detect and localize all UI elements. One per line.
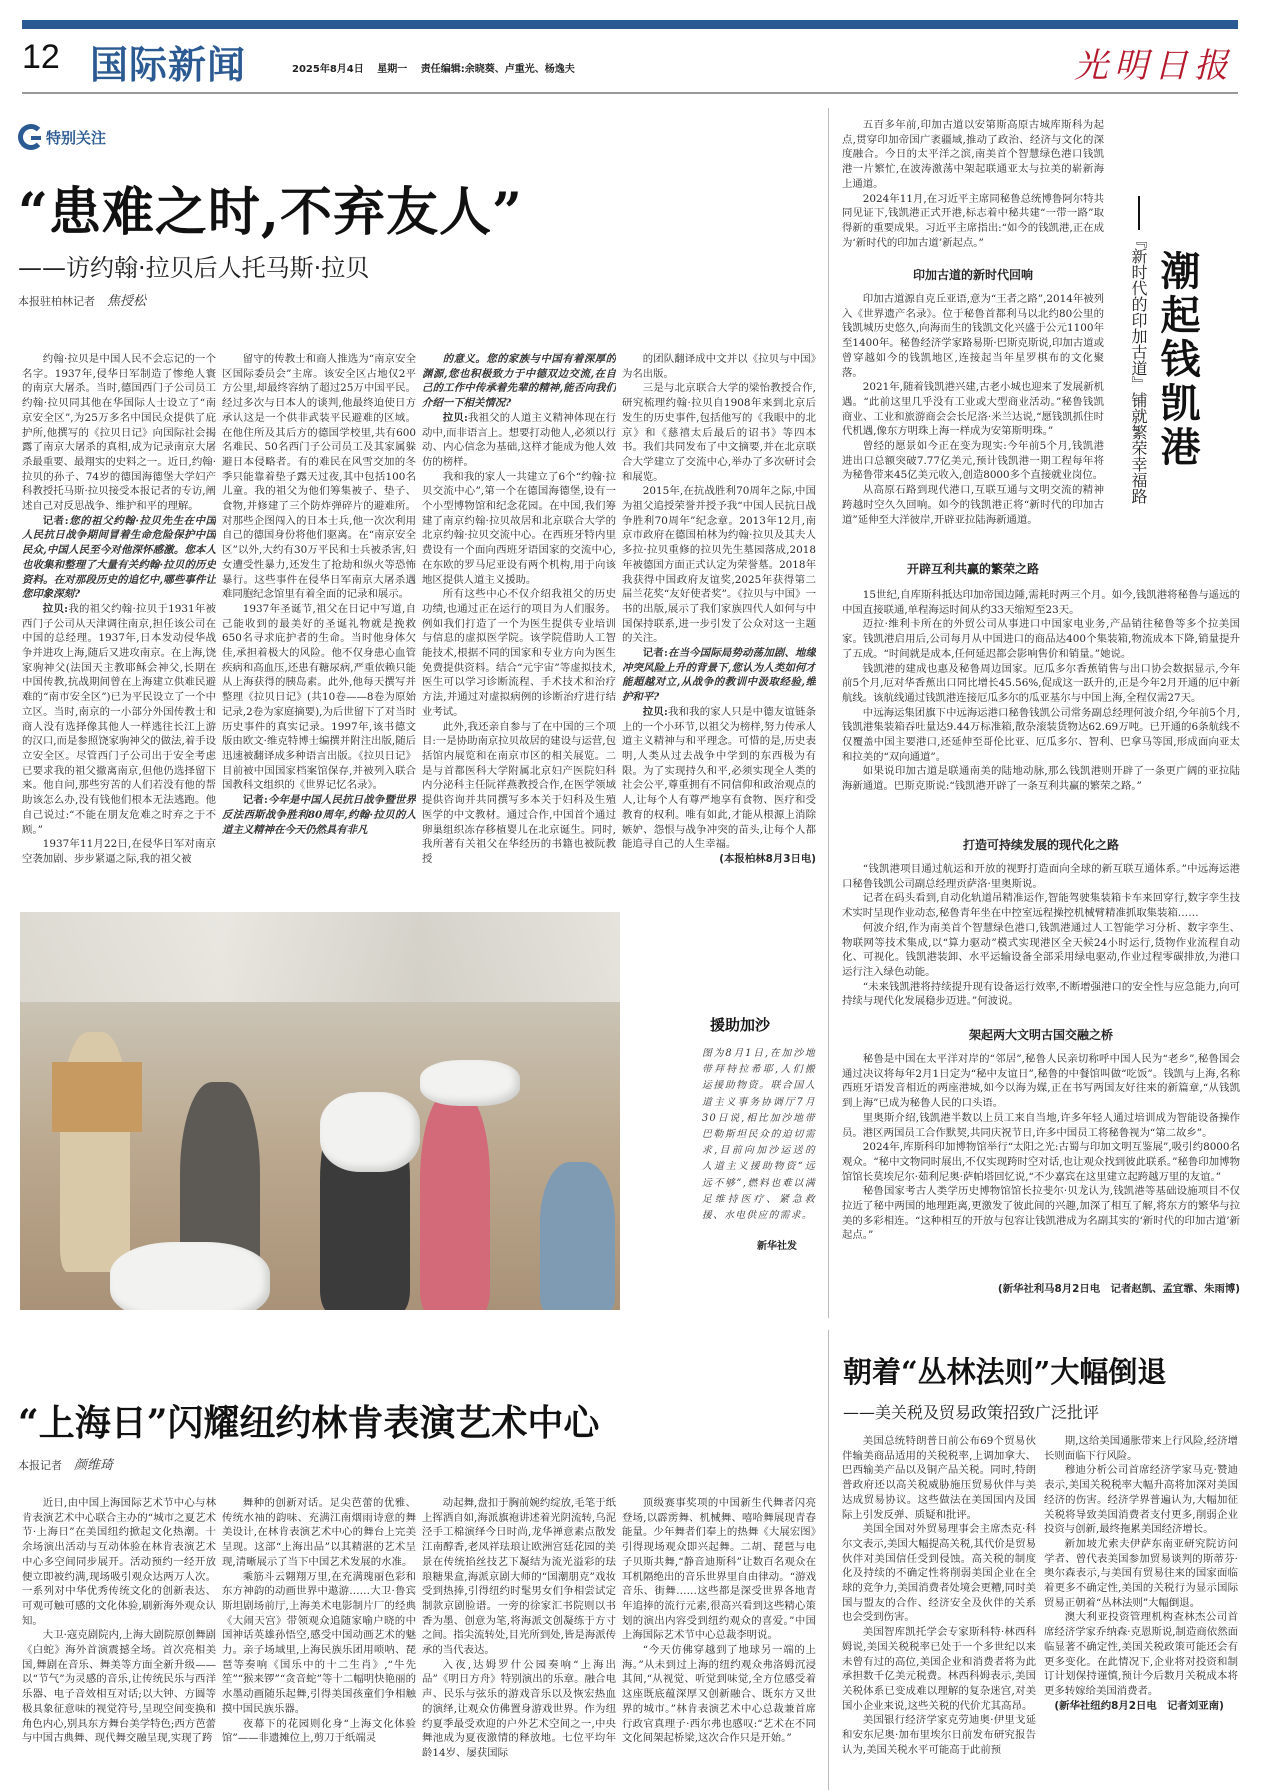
- article2-credit-wrap: [842, 1282, 1240, 1298]
- photo-caption-text: 图为8月1日,在加沙地带拜特拉希耶,人们搬运援助物资。联合国人道主义事务协调厅7月30日说,相比加沙地带巴勒斯坦民众的迫切需求,目前向加沙运送的人道主义援助物资“远远不够”,燃料也难以满足维持医疗、紧急救援、水电供应的需求。: [702, 1048, 816, 1222]
- paragraph: [842, 380, 1104, 439]
- paragraph: [22, 602, 216, 837]
- paragraph: [22, 1496, 216, 1628]
- photo-sack: [320, 1092, 420, 1172]
- photo-box: [52, 1062, 142, 1132]
- paragraph-text: 如果说印加古道是联通南美的陆地动脉,那么钱凯港则开辟了一条更广阔的亚拉陆海新通道。巴斯克斯说:“钱凯港开辟了一条互利共赢的繁荣之路。”: [842, 765, 1240, 793]
- article4-subheadline: ——美关税及贸易政策招致广泛批评: [843, 1403, 1100, 1422]
- paragraph: [842, 192, 1104, 251]
- paragraph: [842, 483, 1104, 527]
- paragraph: [622, 352, 816, 381]
- paragraph-text: “今天仿佛穿越到了地球另一端的上海。”从未到过上海的纽约观众弗洛姆沉浸其间,“从视觉、听觉到味觉,全方位感受着这座既底蕴深厚又创新融合、既东方又世界的城市。”林肯表演艺术中心总裁兼首席行政官真理子·西尔弗也感叹:“艺术在不同文化间架起桥梁,这次合作只是开始。”: [622, 1644, 816, 1745]
- paragraph: [842, 921, 1240, 980]
- article3-column-1: [22, 1496, 216, 1786]
- paragraph: [222, 602, 416, 793]
- paragraph: [842, 662, 1240, 706]
- paper-logo: 光明日报: [1074, 46, 1234, 86]
- paragraph: [842, 891, 1240, 920]
- article3-column-2: [222, 1496, 416, 1786]
- paragraph-text: 2021年,随着钱凯港兴建,古老小城也迎来了发展新机遇。“此前这里几乎没有工业或大型商业活动。”秘鲁钱凯商业、工业和旅游商会会长尼洛·米兰达说,“愿钱凯抓住时代机遇,像东方明珠上海一样成为安第斯明珠。”: [842, 381, 1104, 438]
- paragraph: [842, 980, 1240, 1009]
- paragraph: [222, 1717, 416, 1746]
- photo-figure: [420, 1092, 490, 1310]
- vertical-dash: [1138, 196, 1140, 230]
- article4-column-2: [1044, 1434, 1238, 1790]
- paragraph: [622, 1496, 816, 1643]
- paragraph: [842, 1140, 1240, 1184]
- paragraph-text: 美国全国对外贸易理事会主席杰克·科尔文表示,美国大幅提高关税,其代价是贸易伙伴对美国信任受到侵蚀。高关税的制度化及持续的不确定性将削弱美国企业在全球的竞争力,美国消费者处境会更糟,同时美国与盟友的合作、经济安全及伙伴的关系也会受到伤害。: [842, 1523, 1036, 1624]
- paragraph-text: 留守的传教士和商人推选为“南京安全区国际委员会”主席。该安全区占地仅2平方公里,却最终容纳了超过25万中国平民。经过多次与日本人的谈判,他最终迫使日方承认这是一个供非武装平民避难的区域。在他住所及其后方的德国学校里,共有600名难民、50名西门子公司员工及其家属躲避日本侵略者。有的难民在风雪交加的冬季只能靠着垫子露天过夜,其中包括100名儿童。我的祖父为他们筹集被子、垫子、食物,并修建了三个防炸弹碎片的避难所。对那些企图闯入的日本士兵,他一次次利用自己的德国身份将他们驱离。在“南京安全区”以外,大约有30万平民和士兵被杀害,妇女遭受性暴力,还发生了抢劫和纵火等恐怖暴行。这些事件在侵华日军南京大屠杀遇难同胞纪念馆里有着全面的记录和展示。: [222, 353, 416, 601]
- paragraph-text: 的意义。您的家族与中国有着深厚的渊源,您也积极致力于中德双边交流,在自己的工作中传承着先辈的精神,能否向我们介绍一下相关情况?: [422, 353, 616, 410]
- paragraph-text: 乘筋斗云翱翔万里,在充满瑰丽色彩和东方神韵的动画世界中遨游……大卫·鲁宾斯坦剧场前厅,上海美术电影制片厂的经典《大闹天宫》带领观众追随家喻户晓的中国神话英雄孙悟空,感受中国动画艺术的魅力。亲子场域里,上海民族乐团用唢呐、琵琶等奏响《国乐中的十二生肖》,“牛先笙”“猴来锣”“贪音蛇”等十二幅明快艳丽的水墨动画随乐起舞,引得美国孩童们争相触摸中国民族乐器。: [222, 1570, 416, 1715]
- paragraph: [422, 470, 616, 588]
- paragraph: [1044, 1434, 1238, 1463]
- paragraph-text: 您的祖父约翰·拉贝先生在中国人民抗日战争期间冒着生命危险保护中国民众,中国人民至今对他深怀感激。您本人也收集和整理了大量有关约翰·拉贝的历史资料。在对那段历史的追忆中,哪些事件让您印象深刻?: [22, 514, 216, 601]
- paragraph: [842, 862, 1240, 891]
- paragraph: [842, 1052, 1240, 1111]
- paragraph: [842, 1713, 1036, 1757]
- paragraph: [842, 118, 1104, 192]
- speaker-label: 拉贝:: [42, 602, 69, 615]
- paragraph: [842, 617, 1240, 661]
- photo-credit: 新华社发: [757, 1241, 797, 1252]
- paragraph: [422, 587, 616, 719]
- paragraph: [842, 588, 1240, 617]
- paragraph-text: 2024年11月,在习近平主席同秘鲁总统博鲁阿尔特共同见证下,钱凯港正式开港,标志着中秘共建“一带一路”取得新的重要成果。习近平主席指出:“如今的钱凯港,正在成为‘新时代的印加古道’新起点。”: [842, 192, 1104, 249]
- paragraph: [1044, 1537, 1238, 1611]
- paragraph-text: 钱凯港的建成也惠及秘鲁周边国家。厄瓜多尔香蕉销售与出口协会数据显示,今年前5个月,厄对华香蕉出口同比增长45.56%,促成这一跃升的,正是今年2月开通的厄中新航线。该航线通过钱凯港连接厄瓜多尔的瓜亚基尔与中国上海,全程仅需27天。: [842, 662, 1240, 704]
- paragraph-text: 曾经的愿景如今正在变为现实:今年前5个月,钱凯港进出口总额突破7.77亿美元,预计钱凯港一期工程每年将为秘鲁带来45亿美元收入,创造8000多个直接就业岗位。: [842, 440, 1104, 482]
- paragraph-text: 的团队翻译成中文并以《拉贝与中国》为名出版。: [622, 353, 816, 380]
- paragraph-text: “未来钱凯港将持续提升现有设备运行效率,不断增强港口的安全性与应急能力,向可持续与现代化发展稳步迈进。”何波说。: [842, 980, 1240, 1008]
- article2-credit: (新华社利马8月2日电 记者赵凯、孟宜霏、朱雨博): [997, 1283, 1240, 1295]
- paragraph-text: 今年是中国人民抗日战争暨世界反法西斯战争胜利80周年,约翰·拉贝的人道主义精神在今天仍然具有非凡: [222, 794, 416, 836]
- masthead: [22, 34, 1238, 87]
- paragraph: [22, 1628, 216, 1746]
- paragraph: [422, 352, 616, 411]
- issue-weekday: 星期一: [377, 64, 408, 75]
- paragraph: [22, 352, 216, 514]
- paragraph: [222, 352, 416, 602]
- paragraph-text: 1937年11月22日,在侵华日军对南京空袭加剧、步步紧逼之际,我的祖父被: [22, 838, 216, 865]
- paragraph-text: 我祖父的人道主义精神体现在行动中,而非语言上。想要打动他人,必须以行动、内心信念为基础,这样才能成为他人效仿的榜样。: [422, 411, 616, 468]
- paragraph-text: 中远海运集团旗下中远海运港口秘鲁钱凯公司常务副总经理何波介绍,今年前5个月,钱凯港集装箱吞吐量达9.44万标准箱,散杂滚装货物达62.69万吨。已开通的6条航线不仅覆盖中国主要港口,还延伸至哥伦比亚、厄瓜多尔、智利、巴拿马等国,形成面向亚太和拉美的“双向通道”。: [842, 706, 1240, 763]
- article2-section-4: [842, 1052, 1240, 1282]
- photo-caption-title: 援助加沙: [710, 1016, 771, 1034]
- paragraph-text: 近日,由中国上海国际艺术节中心与林肯表演艺术中心联合主办的“城市之夏艺术节·上海日”在美国纽约掀起文化热潮。十余场演出活动与互动体验在林肯表演艺术中心多空间同步展开。活动预约一经开放便立即被约满,现场吸引观众达两万人次。一系列对中华优秀传统文化的创新表达、可观可触可感的文化体验,刷新海外观众认知。: [22, 1497, 216, 1627]
- gaza-aid-photo: [20, 912, 620, 1310]
- paragraph: [1044, 1610, 1238, 1698]
- paragraph-text: 大卫·寇克剧院内,上海大剧院原创舞剧《白蛇》海外首演震撼全场。首次亮相美国,舞剧在音乐、舞美等方面全新升级——以“节气”为灵感的音乐,让传统民乐与西洋乐器、电子音效相互对话;以大钟、方圆等极具象征意味的视觉符号,呈现空间变换和角色内心,别具东方舞台美学特色;西方芭蕾与中国古典舞、现代舞交融呈现,实现了跨: [22, 1629, 216, 1745]
- special-focus-label: 特别关注: [46, 128, 107, 147]
- paragraph-text: 夜幕下的花园则化身“上海文化体验馆”——非遗摊位上,剪刀于纸端灵: [222, 1717, 416, 1745]
- paragraph: [422, 411, 616, 470]
- column-divider: [828, 1330, 829, 1790]
- photo-tent: [20, 912, 620, 1002]
- article2-section-3: [842, 862, 1240, 1022]
- paragraph-text: 顶级赛事奖项的中国新生代舞者闪亮登场,以霹雳舞、机械舞、嘻哈舞展现青春能量。少年舞者们奉上的热舞《大展宏图》引得现场观众即兴起舞。二胡、琵琶与电子贝斯共舞,“静音迪斯科”让数百名观众在耳机隔绝出的音乐世界里自由律动。“游戏音乐、街舞……这些都是深受世界各地青年追捧的流行元素,很高兴看到这些精心策划的演出内容受到纽约观众的喜爱。”中国上海国际艺术节中心总裁李明说。: [622, 1497, 816, 1642]
- paragraph: [842, 1522, 1036, 1625]
- paragraph-text: 穆迪分析公司首席经济学家马克·赞迪表示,美国关税税率大幅升高将加深对美国经济的伤害。经济学界普遍认为,大幅加征关税将导致美国消费者支付更多,削弱企业投资与创新,最终拖累美国经济增长。: [1044, 1464, 1238, 1536]
- article1-column-4: [622, 352, 816, 892]
- paragraph-text: 印加古道源自克丘亚语,意为“王者之路”,2014年被列入《世界遗产名录》。位于秘鲁首都利马以北约80公里的钱凯城历史悠久,向海而生的钱凯文化兴盛于公元1100年至1400年。秘鲁经济学家路易斯·巴斯克斯说,印加古道或曾穿越如今的钱凯地区,连接起当年星罗棋布的文化聚落。: [842, 293, 1104, 379]
- paragraph: [22, 837, 216, 866]
- speaker-label: 拉贝:: [442, 411, 468, 424]
- paragraph-text: “钱凯港项目通过航运和开放的视野打造面向全球的新互联互通体系。”中远海运港口秘鲁钱凯公司副总经理贡萨洛·里奥斯说。: [842, 863, 1240, 890]
- paragraph-text: 入夜,达姆罗什公园奏响“上海出品”《明日方舟》特别演出的乐章。融合电声、民乐与弦乐的游戏音乐以及恢宏热血的演绎,让观众仿佛置身游戏世界。作为纽约夏季最受欢迎的户外艺术空间之一,中央舞池成为夏夜激情的释放地。七位平均年龄14岁、屡获国际: [422, 1658, 616, 1759]
- paragraph-text: 约翰·拉贝是中国人民不会忘记的一个名字。1937年,侵华日军制造了惨绝人寰的南京大屠杀。当时,德国西门子公司员工约翰·拉贝同其他在华国际人士设立了“南京安全区”,为25万多名中国民众提供了庇护所,他撰写的《拉贝日记》向国际社会揭露了南京大屠杀的真相,成为记录南京大屠杀最重要、最翔实的史料之一。近日,约翰·拉贝的孙子、74岁的德国海德堡大学妇产科教授托马斯·拉贝接受本报记者的专访,阐述自己对反思战争、维护和平的理解。: [22, 353, 216, 513]
- photo-sack: [420, 1060, 520, 1106]
- speaker-label: 拉贝:: [642, 705, 668, 718]
- paragraph-text: 记者在码头看到,自动化轨道吊精准运作,智能驾驶集装箱卡车来回穿行,数字孪生技术实时呈现作业动态,秘鲁青年坐在中控室远程操控机械臂精准抓取集装箱……: [842, 892, 1240, 920]
- paragraph-text: 1937年圣诞节,祖父在日记中写道,自己能收到的最美好的圣诞礼物就是挽救650名寻求庇护者的生命。当时他身体欠佳,承担着极大的风险。他不仅身患心血管疾病和高血压,还患有糖尿病,严重依赖只能从上海获得的胰岛素。此外,他每天撰写并整理《拉贝日记》(共10卷——8卷为原始记录,2卷为家庭摘要),为后世留下了对当时历史事件的真实记录。1997年,该书德文版由欧文·维克特博士编撰并附注出版,随后迅速被翻译成多种语言出版。《拉贝日记》目前被中国国家档案馆保存,并被列入联合国教科文组织的《世界记忆名录》。: [222, 602, 416, 792]
- paragraph: [622, 1643, 816, 1746]
- paragraph-text: 何波介绍,作为南美首个智慧绿色港口,钱凯港通过人工智能学习分析、数字孪生、物联网等技术集成,以“算力驱动”模式实现港区全天候24小时运行,货物作业流程自动化、可视化。钱凯港装卸、水平运输设备全部采用绿电驱动,作业过程零碳排放,为港口运行注入绿色动能。: [842, 921, 1240, 978]
- masthead-top-bar: [22, 20, 1238, 29]
- paragraph: [222, 793, 416, 837]
- article3-headline: “上海日”闪耀纽约林肯表演艺术中心: [18, 1402, 600, 1444]
- paragraph-text: 美国智库凯托学会专家斯科特·林西科姆说,美国关税税率已处于一个多世纪以来未曾有过的高位,美国企业和消费者将为此承担数千亿美元税费。林西科姆表示,美国关税体系已变成难以理解的复杂迷宫,对美国小企业来说,这些关税的代价尤其高昂。: [842, 1626, 1036, 1712]
- paragraph-text: 美国银行经济学家克劳迪奥·伊里戈延和安东尼奥·加布里埃尔日前发布研究报告认为,美国关税水平可能高于此前预: [842, 1714, 1036, 1756]
- paragraph: [422, 720, 616, 867]
- article2-section-heading-3: 打造可持续发展的现代化之路: [962, 838, 1119, 852]
- section-title: 国际新闻: [90, 43, 247, 87]
- paragraph-text: 期,这给美国通胀带来上行风险,经济增长则面临下行风险。: [1044, 1435, 1238, 1462]
- paragraph: [422, 1496, 616, 1658]
- paragraph: [842, 764, 1240, 793]
- paragraph-text: 2015年,在抗战胜利70周年之际,中国为祖父追授荣誉并授予我“中国人民抗日战争胜利70周年”纪念章。2013年12月,南京市政府在德国柏林为约翰·拉贝及其夫人多拉·拉贝重修的拉贝先生墓园落成,2018年被德国方面正式认定为荣誉墓。2018年我获得中国政府友谊奖,2025年获得第二届兰花奖“友好使者奖”。《拉贝与中国》一书的出版,展示了我们家族四代人如何与中国保持联系,进一步引发了公众对这一主题的关注。: [622, 485, 816, 645]
- paragraph-text: 我的祖父约翰·拉贝于1931年被西门子公司从天津调往南京,担任该公司在中国的总经理。1937年,日本发动侵华战争并进攻上海,随后又进攻南京。在上海,饶家驹神父(法国天主教耶稣会神父,长期在中国传教,抗战期间曾在上海建立供难民避难的“南市安全区”)已为平民设立了一个中立区。当时,南京的一小部分外国传教士和商人没有选择像其他人一样逃往长江上游的汉口,而是参照饶家驹神父的做法,着手设立安全区。尽管西门子公司出于安全考虑已要求我的祖父撤离南京,但他仍选择留下来。他自问,那些穷苦的人们若没有他的帮助该怎么办,没有钱他们根本无法逃跑。他自己说过:“不能在朋友危难之时弃之于不顾。”: [22, 602, 216, 836]
- paragraph-text: 秘鲁国家考古人类学历史博物馆馆长拉斐尔·贝龙认为,钱凯港等基础设施项目不仅拉近了秘中两国的地理距离,更激发了彼此间的兴趣,加深了相互了解,将东方的繁华与拉美的多彩相连。“这种相互的开放与包容让钱凯港成为名副其实的‘新时代的印加古道’新起点。”: [842, 1185, 1240, 1242]
- article1-credit: (本报柏林8月3日电): [719, 852, 816, 865]
- article3-byline: [18, 1454, 113, 1473]
- paragraph: [842, 1434, 1036, 1522]
- article1-subheadline: ——访约翰·拉贝后人托马斯·拉贝: [18, 254, 370, 282]
- article1-column-1: [22, 352, 216, 892]
- paragraph-text: 15世纪,自库斯科抵达印加帝国边陲,需耗时两三个月。如今,钱凯港将秘鲁与遥远的中国直接联通,单程海运时间从约33天缩短至23天。: [842, 589, 1240, 616]
- article3-column-4: [622, 1496, 816, 1786]
- article4-headline: 朝着“丛林法则”大幅倒退: [843, 1355, 1167, 1389]
- g-logo-icon: [18, 124, 44, 150]
- article2-headline: 潮起钱凯港: [1154, 250, 1201, 470]
- article3-column-3: [422, 1496, 616, 1786]
- paragraph-text: 舞种的创新对话。足尖芭蕾的优雅、传统水袖的韵味、充满江南烟雨诗意的舞美设计,在林肯表演艺术中心的舞台上完美呈现。这部“上海出品”以其精湛的艺术呈现,清晰展示了当下中国艺术发展的水准。: [222, 1497, 416, 1568]
- paragraph-text: 我和我的家人一共建立了6个“约翰·拉贝交流中心”,第一个在德国海德堡,设有一个小型博物馆和纪念花园。在中国,我们筹建了南京约翰·拉贝故居和北京联合大学的北京约翰·拉贝交流中心。在西班牙特内里费设有一个面向西班牙语国家的交流中心,在东欧的罗马尼亚设有两个机构,用于向该地区提供人道主义援助。: [422, 470, 616, 586]
- masthead-divider: [22, 92, 1238, 94]
- paragraph-text: 里奥斯介绍,钱凯港半数以上员工来自当地,许多年轻人通过培训成为智能设备操作员。港区两国员工合作默契,共同庆祝节日,许多中国员工将秘鲁视为“第二故乡”。: [842, 1111, 1240, 1139]
- article2-section-heading-2: 开辟互利共赢的繁荣之路: [906, 562, 1039, 576]
- byline-name: 焦授松: [107, 294, 147, 309]
- issue-meta: [292, 60, 585, 75]
- byline-name: 颜维琦: [74, 1458, 114, 1473]
- paragraph-text: 秘鲁是中国在太平洋对岸的“邻居”,秘鲁人民亲切称呼中国人民为“老乡”,秘鲁国会通过决议将每年2月1日定为“秘中友谊日”,秘鲁的中餐馆叫做“吃饭”。钱凯与上海,名称西班牙语发音相近的两座港城,如今以海为媒,正在书写两国友好往来的新篇章,“从钱凯到上海”已成为秘鲁人民的口头语。: [842, 1053, 1240, 1110]
- issue-date: 2025年8月4日: [292, 64, 364, 75]
- editors: 责任编辑:余晓葵、卢重光、杨逸夫: [420, 64, 575, 75]
- byline-prefix: 本报记者: [18, 1459, 62, 1472]
- article2-section-1: [842, 292, 1104, 552]
- paragraph-text: 迈拉·维利卡所在的外贸公司从事进口中国家电业务,产品销往秘鲁等多个拉美国家。钱凯港启用后,公司每月从中国进口的商品达400个集装箱,物流成本下降,销量提升了五成。“时间就是成本,任何延迟都会影响售价和销量。”她说。: [842, 618, 1240, 660]
- speaker-label: 记者:: [242, 794, 268, 807]
- article1-headline: “患难之时,不弃友人”: [18, 182, 523, 243]
- article2-section-heading-4: 架起两大文明古国交融之桥: [968, 1028, 1113, 1042]
- special-focus-tag: [18, 124, 106, 150]
- speaker-label: 记者:: [42, 514, 69, 527]
- paragraph: [622, 484, 816, 646]
- paragraph: [842, 439, 1104, 483]
- speaker-label: 记者:: [642, 647, 668, 660]
- article2-intro: [842, 118, 1104, 258]
- paragraph-text: 澳大利亚投资管理机构查林杰公司首席经济学家乔纳森·克恩斯说,制造商依然面临显著不确定性,美国关税政策可能还会有更多变化。在此情况下,企业将对投资和制订计划保持谨慎,预计今后数月关税成本将更多转嫁给美国消费者。: [1044, 1611, 1238, 1697]
- paragraph-text: 美国总统特朗普日前公布69个贸易伙伴输美商品适用的关税税率,上调加拿大、巴西输美产品以及铜产品关税。同时,特朗普政府还以高关税威胁施压贸易伙伴与美达成贸易协议。这些做法在美国国内及国际上引发反弹、质疑和批评。: [842, 1435, 1036, 1521]
- paragraph: [622, 705, 816, 852]
- article1-column-3: [422, 352, 616, 892]
- paragraph: [842, 292, 1104, 380]
- article1-column-2: [222, 352, 416, 892]
- paragraph-text: 在当今国际局势动荡加剧、地缘冲突风险上升的背景下,您认为人类如何才能超越对立,从战争的教训中汲取经验,维护和平?: [622, 647, 816, 704]
- paragraph-text: 五百多年前,印加古道以安第斯高原古城库斯科为起点,贯穿印加帝国广袤疆域,推动了政治、经济与文化的深度融合。今日的太平洋之滨,南美首个智慧绿色港口钱凯港一片繁忙,在波涛激荡中架起联通亚太与拉美的崭新海上通道。: [842, 119, 1104, 190]
- paragraph: [222, 1496, 416, 1570]
- article2-section-2: [842, 588, 1240, 828]
- paragraph-text: 此外,我还亲自参与了在中国的三个项目:一是协助南京拉贝故居的建设与运营,包括馆内展览和在南京市区的相关展览。二是与首都医科大学附属北京妇产医院妇科内分泌科主任阮祥燕教授合作,在医学领域提供咨询并共同撰写多本关于妇科及生殖医学的中文教材。通过合作,中国首个通过卵巢组织冻存移植婴儿在北京诞生。同时,我所著有关祖父在华经历的书籍也被阮教授: [422, 720, 616, 865]
- photo-figure: [540, 1162, 615, 1310]
- column-divider: [828, 108, 829, 1318]
- article4-credit: (新华社纽约8月2日电 记者刘亚南): [1054, 1699, 1224, 1712]
- paragraph: [222, 1570, 416, 1717]
- paragraph: [622, 381, 816, 484]
- byline-prefix: 本报驻柏林记者: [18, 295, 95, 308]
- article2-subheadline: 『新时代的印加古道』铺就繁荣幸福路: [1129, 232, 1148, 504]
- paragraph: [842, 706, 1240, 765]
- paragraph: [842, 1625, 1036, 1713]
- article1-byline: [18, 290, 146, 309]
- paragraph-text: 新加坡尤索夫伊萨东南亚研究院访问学者、曾代表美国参加贸易谈判的斯蒂芬·奥尔森表示,与美国有贸易往来的国家面临着更多不确定性,美国的关税行为显示国际贸易正朝着“丛林法则”大幅倒退。: [1044, 1537, 1238, 1609]
- paragraph-text: 2024年,库斯科印加博物馆举行“太阳之光:古蜀与印加文明互鉴展”,吸引约8000名观众。“秘中文物同时展出,不仅实现跨时空对话,也让观众找到彼此联系。”秘鲁印加博物馆馆长莫埃尼尔·茹利尼奥·萨帕塔回忆说,“不少嘉宾在这里建立起跨越万里的友谊。”: [842, 1141, 1240, 1183]
- page-number: 12: [22, 38, 60, 76]
- paragraph: [1044, 1463, 1238, 1537]
- paragraph: [842, 1111, 1240, 1140]
- paragraph-text: 三是与北京联合大学的梁怡教授合作,研究梳理约翰·拉贝自1908年来到北京后发生的历史事件,包括他写的《我眼中的北京》和《慈禧太后最后的诏书》等四本书。我们共同发布了中文摘要,并在北京联合大学建立了交流中心,举办了多次研讨会和展览。: [622, 382, 816, 483]
- paragraph-text: 所有这些中心不仅介绍我祖父的历史功绩,也通过正在运行的项目为人们服务。例如我们打造了一个为医生提供专业培训与信息的虚拟医学院。该学院借助人工智能技术,根据不同的国家和专业方向为医生免费提供资料。结合“元宇宙”等虚拟技术,医生可以学习诊断流程、手术技术和治疗方法,并通过对虚拟病例的诊断治疗进行结业考试。: [422, 588, 616, 718]
- paragraph-text: 我和我的家人只是中德友谊链条上的一个小环节,以祖父为榜样,努力传承人道主义精神与和平理念。可惜的是,历史表明,人类从过去战争中学到的东西极为有限。为了实现持久和平,必须实现全人类的社会公平,尊重拥有不同信仰和政治观点的人,让每个人有尊严地享有食物、医疗和受教育的权利。唯有如此,才能从根源上消除嫉妒、怨恨与战争冲突的苗头,让每个人都能追寻自己的人生幸福。: [622, 705, 816, 851]
- article2-section-heading-1: 印加古道的新时代回响: [912, 268, 1033, 282]
- article4-column-1: [842, 1434, 1036, 1790]
- paragraph-text: 从高原石路到现代港口,互联互通与文明交流的精神跨越时空久久回响。如今的钱凯港正将“新时代的印加古道”延伸至大洋彼岸,开辟亚拉陆海新通道。: [842, 484, 1104, 526]
- paragraph: [622, 646, 816, 705]
- photo-sack: [110, 1242, 270, 1310]
- paragraph: [22, 514, 216, 602]
- paragraph-text: 动起舞,盘扣于胸前婉约绽放,毛笔于纸上挥洒自如,海派旗袍讲述着光阴流转,乌泥泾手工棉演绎今日时尚,龙华禅意素点散发江南醇香,老凤祥珐琅让欧洲宫廷花园的美景在传统掐丝技艺下凝结为流光溢彩的珐琅糖果盒,海派京剧大师的“国潮朋克”戏妆受到热捧,引得纽约时髦男女们争相尝试定制款京剧脸谱。一旁的徐家汇书院则以书香为墨、创意为笔,将海派文创凝练于方寸之间。指尖流转处,目光所到处,皆是海派传承的当代表达。: [422, 1497, 616, 1657]
- paragraph: [842, 1184, 1240, 1243]
- paragraph: [422, 1658, 616, 1761]
